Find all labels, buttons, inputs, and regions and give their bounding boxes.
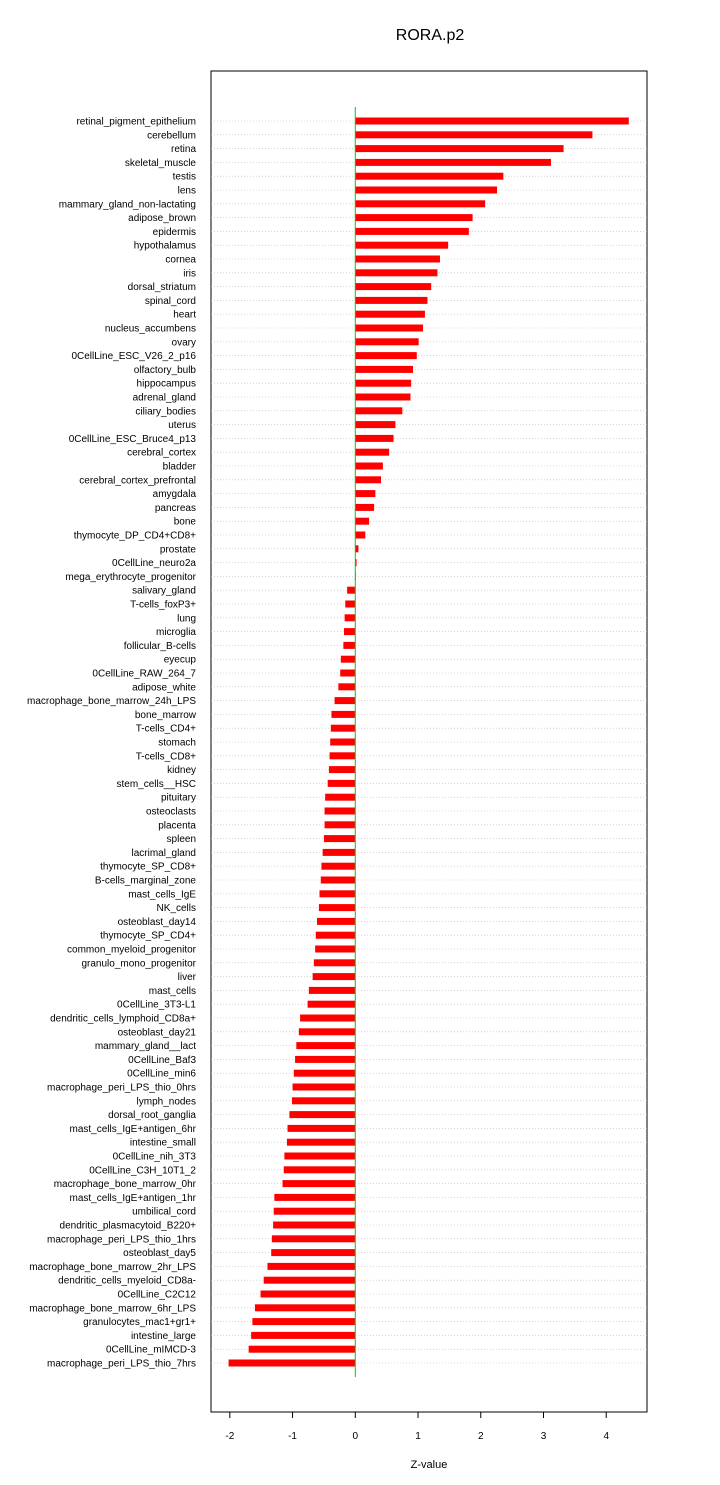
category-label: adrenal_gland: [132, 392, 196, 404]
bar-cerebellum: [355, 131, 592, 138]
bar-dorsal_root_ganglia: [289, 1111, 355, 1118]
bar-follicular_B-cells: [343, 642, 355, 649]
bar-stomach: [330, 739, 355, 746]
bar-common_myeloid_progenitor: [315, 946, 355, 953]
bar-ovary: [355, 338, 418, 345]
bar-eyecup: [341, 656, 355, 663]
bar-mammary_gland__lact: [296, 1042, 355, 1049]
category-label: T-cells_CD4+: [135, 723, 196, 735]
x-axis: [225, 1412, 609, 1442]
category-label: uterus: [168, 420, 196, 432]
bar-0CellLine_mIMCD-3: [249, 1346, 356, 1353]
bar-macrophage_peri_LPS_thio_7hrs: [229, 1360, 356, 1367]
category-label: lymph_nodes: [136, 1096, 196, 1108]
x-tick-label: 3: [540, 1431, 547, 1442]
bar-testis: [355, 173, 503, 180]
category-label: cerebral_cortex: [127, 447, 196, 459]
category-label: microglia: [155, 627, 196, 639]
category-label: testis: [172, 171, 196, 183]
category-label: macrophage_peri_LPS_thio_0hrs: [47, 1082, 196, 1094]
category-label: mega_erythrocyte_progenitor: [65, 571, 196, 583]
category-label: mast_cells_IgE+antigen_1hr: [69, 1192, 196, 1204]
bar-mast_cells_IgE+antigen_6hr: [288, 1125, 356, 1132]
category-label: adipose_white: [132, 682, 196, 694]
category-label: follicular_B-cells: [123, 640, 196, 652]
category-label: 0CellLine_ESC_Bruce4_p13: [68, 433, 196, 445]
chart-title: RORA.p2: [395, 27, 465, 44]
bar-dorsal_striatum: [355, 283, 431, 290]
category-label: intestine_large: [130, 1330, 196, 1342]
x-tick-label: -2: [225, 1431, 235, 1442]
bar-osteoclasts: [325, 808, 356, 815]
category-label: epidermis: [152, 226, 196, 238]
category-label: amygdala: [152, 489, 196, 501]
category-label: macrophage_bone_marrow_2hr_LPS: [29, 1261, 196, 1273]
bar-mast_cells: [309, 987, 355, 994]
bar-T-cells_CD8+: [330, 752, 356, 759]
x-tick-label: 0: [352, 1431, 359, 1442]
category-label: osteoblast_day5: [123, 1248, 196, 1260]
category-label: B-cells_marginal_zone: [94, 875, 196, 887]
category-label: cerebral_cortex_prefrontal: [79, 475, 196, 487]
bar-cerebral_cortex: [355, 449, 389, 456]
bar-spleen: [324, 835, 355, 842]
category-label: 0CellLine_RAW_264_7: [92, 668, 196, 680]
bar-cornea: [355, 256, 440, 263]
bar-0CellLine_C3H_10T1_2: [284, 1166, 356, 1173]
category-label: bone_marrow: [134, 709, 196, 721]
category-label: liver: [177, 972, 196, 984]
bar-lymph_nodes: [292, 1097, 355, 1104]
category-label: mammary_gland_non-lactating: [58, 199, 196, 211]
category-label: placenta: [158, 820, 196, 832]
bar-thymocyte_SP_CD4+: [316, 932, 356, 939]
bar-macrophage_bone_marrow_0hr: [283, 1180, 356, 1187]
category-label: retina: [170, 144, 196, 156]
category-label: mast_cells_IgE: [128, 889, 196, 901]
x-axis-label: Z-value: [410, 1459, 448, 1471]
category-label: dendritic_plasmacytoid_B220+: [59, 1220, 196, 1232]
bar-bone_marrow: [331, 711, 355, 718]
category-label: 0CellLine_neuro2a: [112, 558, 196, 570]
category-label: kidney: [167, 765, 196, 777]
bar-mast_cells_IgE: [320, 890, 356, 897]
category-label: stem_cells__HSC: [116, 778, 196, 790]
category-label: 0CellLine_mIMCD-3: [105, 1344, 196, 1356]
bar-0CellLine_nih_3T3: [284, 1153, 355, 1160]
category-label: 0CellLine_Baf3: [128, 1054, 196, 1066]
bar-0CellLine_min6: [294, 1070, 355, 1077]
bar-kidney: [329, 766, 355, 773]
bar-skeletal_muscle: [355, 159, 551, 166]
bar-thymocyte_SP_CD8+: [321, 863, 355, 870]
category-label: nucleus_accumbens: [104, 323, 196, 335]
category-label: heart: [173, 309, 196, 321]
category-label: hippocampus: [136, 378, 196, 390]
category-label: hypothalamus: [133, 240, 196, 252]
bar-retinal_pigment_epithelium: [355, 118, 629, 125]
category-label: ciliary_bodies: [135, 406, 196, 418]
category-label: cerebellum: [147, 130, 196, 142]
bar-macrophage_bone_marrow_6hr_LPS: [255, 1304, 355, 1311]
x-tick-label: 2: [477, 1431, 484, 1442]
bar-microglia: [344, 628, 355, 635]
bar-ciliary_bodies: [355, 407, 402, 414]
category-label: lens: [177, 185, 196, 197]
bar-mast_cells_IgE+antigen_1hr: [274, 1194, 355, 1201]
bar-T-cells_foxP3+: [345, 601, 355, 608]
bar-thymocyte_DP_CD4+CD8+: [355, 532, 365, 539]
category-label: spinal_cord: [144, 295, 196, 307]
category-label: T-cells_foxP3+: [130, 599, 196, 611]
bar-0CellLine_ESC_Bruce4_p13: [355, 435, 393, 442]
category-label: osteoblast_day21: [117, 1027, 196, 1039]
bar-bone: [355, 518, 369, 525]
bar-pancreas: [355, 504, 374, 511]
bar-NK_cells: [319, 904, 355, 911]
category-label: macrophage_peri_LPS_thio_1hrs: [47, 1234, 196, 1246]
bar-uterus: [355, 421, 395, 428]
category-label: olfactory_bulb: [133, 364, 196, 376]
bar-stem_cells__HSC: [328, 780, 356, 787]
bar-macrophage_bone_marrow_2hr_LPS: [267, 1263, 355, 1270]
category-label: 0CellLine_3T3-L1: [117, 999, 196, 1011]
gridlines: [211, 121, 647, 1363]
category-label: umbilical_cord: [132, 1206, 196, 1218]
category-label: 0CellLine_C3H_10T1_2: [89, 1165, 196, 1177]
category-label: dendritic_cells_myeloid_CD8a-: [58, 1275, 196, 1287]
bar-salivary_gland: [347, 587, 355, 594]
bar-iris: [355, 269, 437, 276]
bar-0CellLine_Baf3: [295, 1056, 355, 1063]
bar-heart: [355, 311, 425, 318]
category-label: cornea: [165, 254, 196, 266]
category-label: mast_cells_IgE+antigen_6hr: [69, 1123, 196, 1135]
bar-0CellLine_ESC_V26_2_p16: [355, 352, 416, 359]
category-label: mast_cells: [148, 985, 196, 997]
category-label: osteoclasts: [145, 806, 196, 818]
bar-cerebral_cortex_prefrontal: [355, 476, 381, 483]
bar-liver: [313, 973, 356, 980]
category-label: macrophage_bone_marrow_0hr: [53, 1179, 196, 1191]
category-label: osteoblast_day14: [117, 916, 196, 928]
category-label: pancreas: [154, 502, 196, 514]
bar-lung: [345, 614, 356, 621]
category-label: pituitary: [160, 792, 196, 804]
category-label: iris: [183, 268, 196, 280]
bar-dendritic_cells_myeloid_CD8a-: [264, 1277, 356, 1284]
bar-granulocytes_mac1+gr1+: [252, 1318, 355, 1325]
bar-0CellLine_C2C12: [261, 1291, 356, 1298]
category-label: 0CellLine_min6: [127, 1068, 196, 1080]
bar-dendritic_cells_lymphoid_CD8a+: [300, 1015, 355, 1022]
category-label: NK_cells: [156, 903, 196, 915]
category-labels: [27, 117, 197, 1370]
bar-dendritic_plasmacytoid_B220+: [273, 1222, 355, 1229]
x-tick-label: -1: [288, 1431, 298, 1442]
bar-hippocampus: [355, 380, 411, 387]
x-tick-label: 4: [603, 1431, 610, 1442]
category-label: thymocyte_SP_CD8+: [100, 861, 196, 873]
category-label: thymocyte_DP_CD4+CD8+: [73, 530, 196, 542]
category-label: macrophage_bone_marrow_6hr_LPS: [29, 1303, 196, 1315]
category-label: prostate: [159, 544, 196, 556]
bar-adipose_white: [338, 683, 355, 690]
bar-adrenal_gland: [355, 394, 410, 401]
category-label: lung: [177, 613, 196, 625]
category-label: ovary: [171, 337, 196, 349]
category-label: dorsal_root_ganglia: [108, 1110, 196, 1122]
bar-olfactory_bulb: [355, 366, 413, 373]
bar-intestine_large: [251, 1332, 355, 1339]
category-label: bone: [173, 516, 196, 528]
bar-nucleus_accumbens: [355, 325, 423, 332]
bar-osteoblast_day21: [299, 1028, 355, 1035]
bar-intestine_small: [287, 1139, 355, 1146]
bar-mammary_gland_non-lactating: [355, 200, 485, 207]
bar-epidermis: [355, 228, 469, 235]
bar-umbilical_cord: [274, 1208, 356, 1215]
bar-retina: [355, 145, 563, 152]
category-label: salivary_gland: [132, 585, 196, 597]
category-label: thymocyte_SP_CD4+: [100, 930, 196, 942]
category-label: bladder: [162, 461, 196, 473]
bar-granulo_mono_progenitor: [314, 959, 355, 966]
category-label: eyecup: [163, 654, 196, 666]
bar-osteoblast_day5: [271, 1249, 355, 1256]
category-label: intestine_small: [129, 1137, 196, 1149]
bar-osteoblast_day14: [317, 918, 355, 925]
category-label: macrophage_peri_LPS_thio_7hrs: [47, 1358, 196, 1370]
category-label: 0CellLine_C2C12: [117, 1289, 196, 1301]
bar-macrophage_bone_marrow_24h_LPS: [335, 697, 356, 704]
bar-spinal_cord: [355, 297, 427, 304]
bar-T-cells_CD4+: [331, 725, 355, 732]
bar-lens: [355, 187, 497, 194]
category-label: granulocytes_mac1+gr1+: [83, 1317, 196, 1329]
bar-adipose_brown: [355, 214, 472, 221]
category-label: granulo_mono_progenitor: [81, 958, 196, 970]
bar-B-cells_marginal_zone: [321, 877, 356, 884]
bar-bladder: [355, 463, 383, 470]
bar-macrophage_peri_LPS_thio_0hrs: [293, 1084, 356, 1091]
category-label: T-cells_CD8+: [135, 751, 196, 763]
category-label: spleen: [166, 834, 196, 846]
bar-lacrimal_gland: [323, 849, 356, 856]
bar-amygdala: [355, 490, 375, 497]
bar-placenta: [325, 821, 356, 828]
category-label: adipose_brown: [128, 213, 196, 225]
category-label: stomach: [158, 737, 196, 749]
category-label: 0CellLine_nih_3T3: [112, 1151, 196, 1163]
category-label: common_myeloid_progenitor: [67, 944, 196, 956]
bar-pituitary: [325, 794, 355, 801]
x-tick-label: 1: [415, 1431, 421, 1442]
category-label: lacrimal_gland: [131, 847, 196, 859]
category-label: dendritic_cells_lymphoid_CD8a+: [50, 1013, 196, 1025]
category-label: macrophage_bone_marrow_24h_LPS: [26, 696, 196, 708]
category-label: mammary_gland__lact: [94, 1041, 196, 1053]
bar-macrophage_peri_LPS_thio_1hrs: [272, 1235, 355, 1242]
bar-0CellLine_RAW_264_7: [340, 670, 355, 677]
category-label: retinal_pigment_epithelium: [76, 116, 196, 128]
category-label: dorsal_striatum: [127, 282, 196, 294]
category-label: 0CellLine_ESC_V26_2_p16: [71, 351, 196, 363]
bar-0CellLine_3T3-L1: [308, 1001, 356, 1008]
category-label: skeletal_muscle: [124, 157, 196, 169]
bar-hypothalamus: [355, 242, 448, 249]
